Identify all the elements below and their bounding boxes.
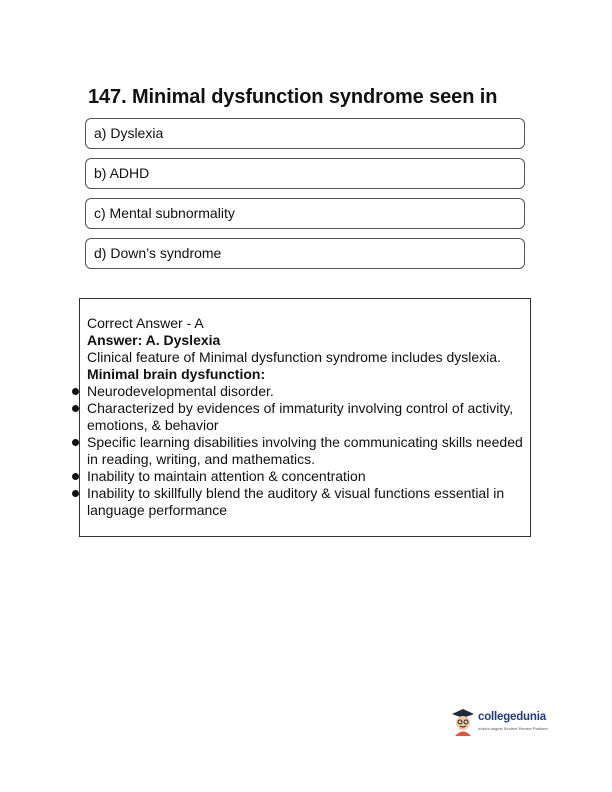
- bullet-item: [87, 434, 527, 468]
- bullet-text: Inability to skillfully blend the auditory & visual functions essential in language performance: [87, 485, 505, 518]
- correct-answer-line: Correct Answer - A: [87, 315, 204, 331]
- bullet-item: [87, 400, 527, 434]
- answer-subheading: Minimal brain dysfunction:: [87, 366, 266, 382]
- bullet-item: [87, 383, 527, 400]
- bullet-dot-icon: [72, 473, 79, 480]
- option-b[interactable]: b) ADHD: [85, 158, 525, 189]
- question-title: 147. Minimal dysfunction syndrome seen in: [88, 86, 498, 108]
- bullet-text: Characterized by evidences of immaturity involving control of activity, emotions, & behavior: [87, 400, 514, 433]
- answer-content: [87, 315, 527, 519]
- answer-box: [79, 298, 531, 537]
- option-a[interactable]: a) Dyslexia: [85, 118, 525, 149]
- bullet-text: Inability to maintain attention & concentration: [87, 468, 366, 484]
- bullet-dot-icon: [72, 439, 79, 446]
- logo-tagline: India's largest Student Review Platform: [478, 726, 548, 731]
- option-d[interactable]: d) Down’s syndrome: [85, 238, 525, 269]
- bullet-dot-icon: [72, 490, 79, 497]
- bullet-text: Specific learning disabilities involving the communicating skills needed in reading, writing, and mathematics.: [87, 434, 523, 467]
- collegedunia-logo[interactable]: [451, 706, 561, 738]
- bullet-dot-icon: [72, 405, 79, 412]
- bullet-dot-icon: [72, 388, 79, 395]
- logo-wordmark: collegedunia: [478, 711, 546, 723]
- bullet-item: [87, 485, 527, 519]
- bullet-text: Neurodevelopmental disorder.: [87, 383, 274, 399]
- answer-heading: Answer: A. Dyslexia: [87, 332, 221, 348]
- graduate-mascot-icon: [451, 708, 475, 736]
- bullet-item: [87, 468, 527, 485]
- bullet-list: [87, 383, 527, 519]
- answer-explanation: Clinical feature of Minimal dysfunction syndrome includes dyslexia.: [87, 349, 501, 365]
- option-c[interactable]: c) Mental subnormality: [85, 198, 525, 229]
